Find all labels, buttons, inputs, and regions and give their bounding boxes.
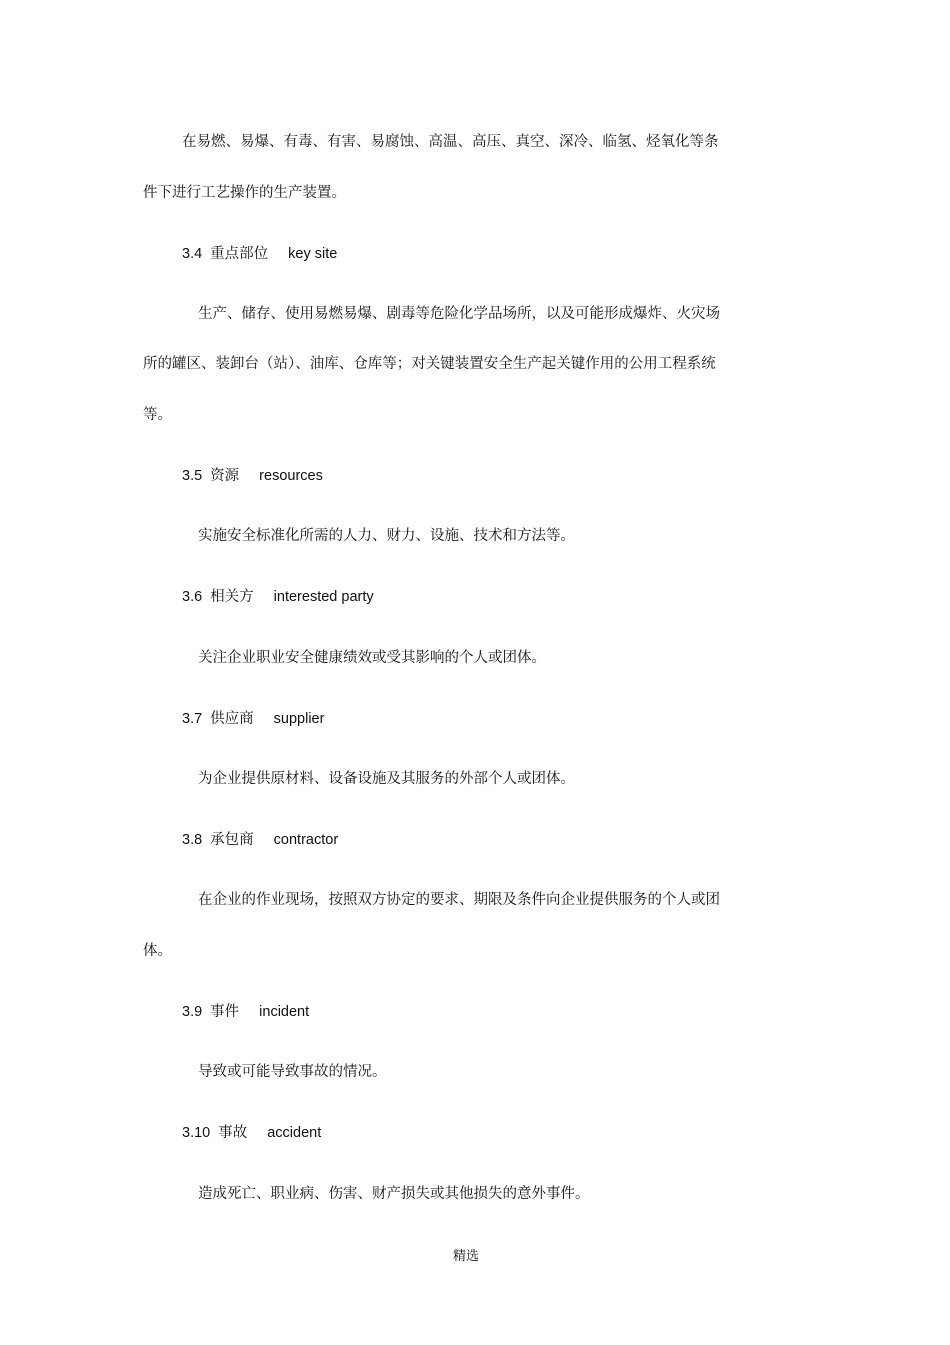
section-title-cn: 重点部位 bbox=[210, 246, 269, 262]
section-title-cn: 相关方 bbox=[210, 589, 254, 605]
section-heading-3-4 bbox=[182, 244, 337, 264]
section-title-cn: 事故 bbox=[218, 1125, 248, 1141]
section-title-en: interested party bbox=[273, 589, 374, 605]
paragraph-line: 在易燃、易爆、有毒、有害、易腐蚀、高温、高压、真空、深冷、临氢、烃氧化等条 bbox=[182, 134, 719, 150]
paragraph-line: 实施安全标准化所需的人力、财力、设施、技术和方法等。 bbox=[198, 528, 575, 544]
section-heading-3-10 bbox=[182, 1123, 321, 1143]
paragraph-line: 所的罐区、装卸台（站）、油库、仓库等；对关键装置安全生产起关键作用的公用工程系统 bbox=[143, 356, 716, 372]
paragraph-line: 造成死亡、职业病、伤害、财产损失或其他损失的意外事件。 bbox=[198, 1186, 590, 1202]
section-title-en: contractor bbox=[273, 832, 339, 848]
paragraph-line: 件下进行工艺操作的生产装置。 bbox=[143, 185, 346, 201]
page-footer: 精选 bbox=[452, 1249, 479, 1264]
section-heading-3-7 bbox=[182, 709, 324, 729]
section-number: 3.7 bbox=[182, 711, 203, 727]
section-heading-3-9 bbox=[182, 1002, 309, 1022]
paragraph-line: 等。 bbox=[143, 407, 172, 423]
section-title-cn: 供应商 bbox=[210, 711, 254, 727]
section-title-en: supplier bbox=[273, 711, 325, 727]
section-number: 3.10 bbox=[182, 1125, 211, 1141]
section-title-cn: 事件 bbox=[210, 1004, 240, 1020]
paragraph-line: 生产、储存、使用易燃易爆、剧毒等危险化学品场所，以及可能形成爆炸、火灾场 bbox=[198, 306, 720, 322]
section-number: 3.9 bbox=[182, 1004, 203, 1020]
section-heading-3-8 bbox=[182, 830, 338, 850]
section-heading-3-6 bbox=[182, 587, 374, 607]
paragraph-line: 在企业的作业现场，按照双方协定的要求、期限及条件向企业提供服务的个人或团 bbox=[198, 892, 720, 908]
section-number: 3.8 bbox=[182, 832, 203, 848]
paragraph-line: 导致或可能导致事故的情况。 bbox=[198, 1064, 387, 1080]
section-number: 3.4 bbox=[182, 246, 203, 262]
section-title-cn: 承包商 bbox=[210, 832, 254, 848]
section-title-en: resources bbox=[259, 468, 323, 484]
section-title-en: key site bbox=[288, 246, 338, 262]
paragraph-line: 关注企业职业安全健康绩效或受其影响的个人或团体。 bbox=[198, 650, 546, 666]
section-title-en: incident bbox=[259, 1004, 310, 1020]
section-title-cn: 资源 bbox=[210, 468, 240, 484]
section-number: 3.6 bbox=[182, 589, 203, 605]
section-heading-3-5 bbox=[182, 466, 323, 486]
section-number: 3.5 bbox=[182, 468, 203, 484]
paragraph-line: 体。 bbox=[143, 943, 172, 959]
paragraph-line: 为企业提供原材料、设备设施及其服务的外部个人或团体。 bbox=[198, 771, 575, 787]
section-title-en: accident bbox=[267, 1125, 322, 1141]
